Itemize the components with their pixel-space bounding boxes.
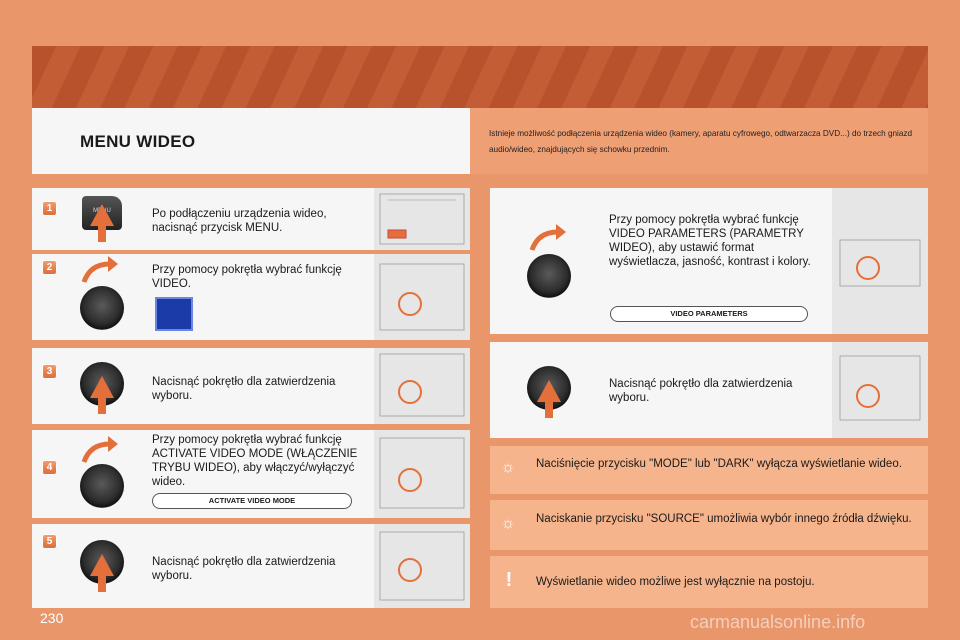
rotate-arrow-icon (80, 436, 120, 466)
console-illustration (374, 188, 470, 250)
press-arrow-icon (537, 380, 561, 402)
video-parameters-label: VIDEO PARAMETERS (610, 306, 808, 322)
step-text-5: Nacisnąć pokrętło dla zatwierdzenia wyboru. (152, 556, 336, 582)
step-number-badge: 2 (42, 260, 57, 275)
menu-button-illustration: MENU (82, 196, 122, 230)
up-arrow-icon (98, 224, 106, 242)
press-arrow-icon (98, 574, 106, 592)
page-title: MENU WIDEO (80, 132, 196, 151)
console-illustration (374, 254, 470, 340)
step-number-badge: 5 (42, 534, 57, 549)
rotary-knob (527, 254, 571, 298)
activate-video-mode-label: ACTIVATE VIDEO MODE (152, 493, 352, 509)
press-arrow-icon (545, 400, 553, 418)
sun-icon: ☼ (500, 515, 516, 532)
step-text-1: Po podłączeniu urządzenia wideo, nacisnąć przycisk MENU. (152, 208, 327, 234)
step-text-4: Przy pomocy pokrętła wybrać funkcję ACTIVATE VIDEO MODE (WŁĄCZENIE TRYBU WIDEO), aby włączyć/wyłączyć wideo. (152, 434, 358, 488)
right-step-text-1: Przy pomocy pokrętła wybrać funkcję VIDEO PARAMETERS (PARAMETRY WIDEO), aby ustawić format wyświetlacza, jasność, kontrast i kolory. (609, 214, 811, 268)
step-text-2: Przy pomocy pokrętła wybrać funkcję VIDEO. (152, 264, 342, 290)
exclamation-icon: ! (505, 569, 513, 591)
page-number: 230 (40, 610, 64, 626)
step-number-badge: 3 (42, 364, 57, 379)
console-illustration (832, 342, 928, 438)
note-text-1: Naciśnięcie przycisku "MODE" lub "DARK" wyłącza wyświetlanie wideo. (536, 458, 902, 470)
up-arrow-icon (90, 204, 114, 226)
step-number-badge: 4 (42, 460, 57, 475)
rotary-knob (80, 286, 124, 330)
sun-icon: ☼ (500, 459, 516, 476)
rotary-knob (80, 464, 124, 508)
video-mode-icon (155, 297, 193, 331)
step-number-badge: 1 (42, 201, 57, 216)
decorative-header-band (32, 46, 928, 108)
step-text-3: Nacisnąć pokrętło dla zatwierdzenia wyboru. (152, 376, 336, 402)
console-illustration (374, 348, 470, 424)
rotate-arrow-icon (528, 224, 568, 254)
press-arrow-icon (90, 376, 114, 398)
note-text-3: Wyświetlanie wideo możliwe jest wyłącznie na postoju. (536, 576, 815, 588)
console-illustration (374, 524, 470, 608)
intro-text: Istnieje możliwość podłączenia urządzenia wideo (kamery, aparatu cyfrowego, odtwarzacza DVD...) do trzech gniazd audio/wideo, znajdujących się schowku przednim. (489, 129, 913, 154)
console-illustration (374, 430, 470, 518)
watermark: carmanualsonline.info (690, 612, 866, 632)
rotate-arrow-icon (80, 256, 120, 286)
right-step-text-2: Nacisnąć pokrętło dla zatwierdzenia wyboru. (609, 378, 793, 404)
note-text-2: Naciskanie przycisku "SOURCE" umożliwia wybór innego źródła dźwięku. (536, 513, 912, 525)
press-arrow-icon (98, 396, 106, 414)
console-illustration (832, 188, 928, 334)
press-arrow-icon (90, 554, 114, 576)
